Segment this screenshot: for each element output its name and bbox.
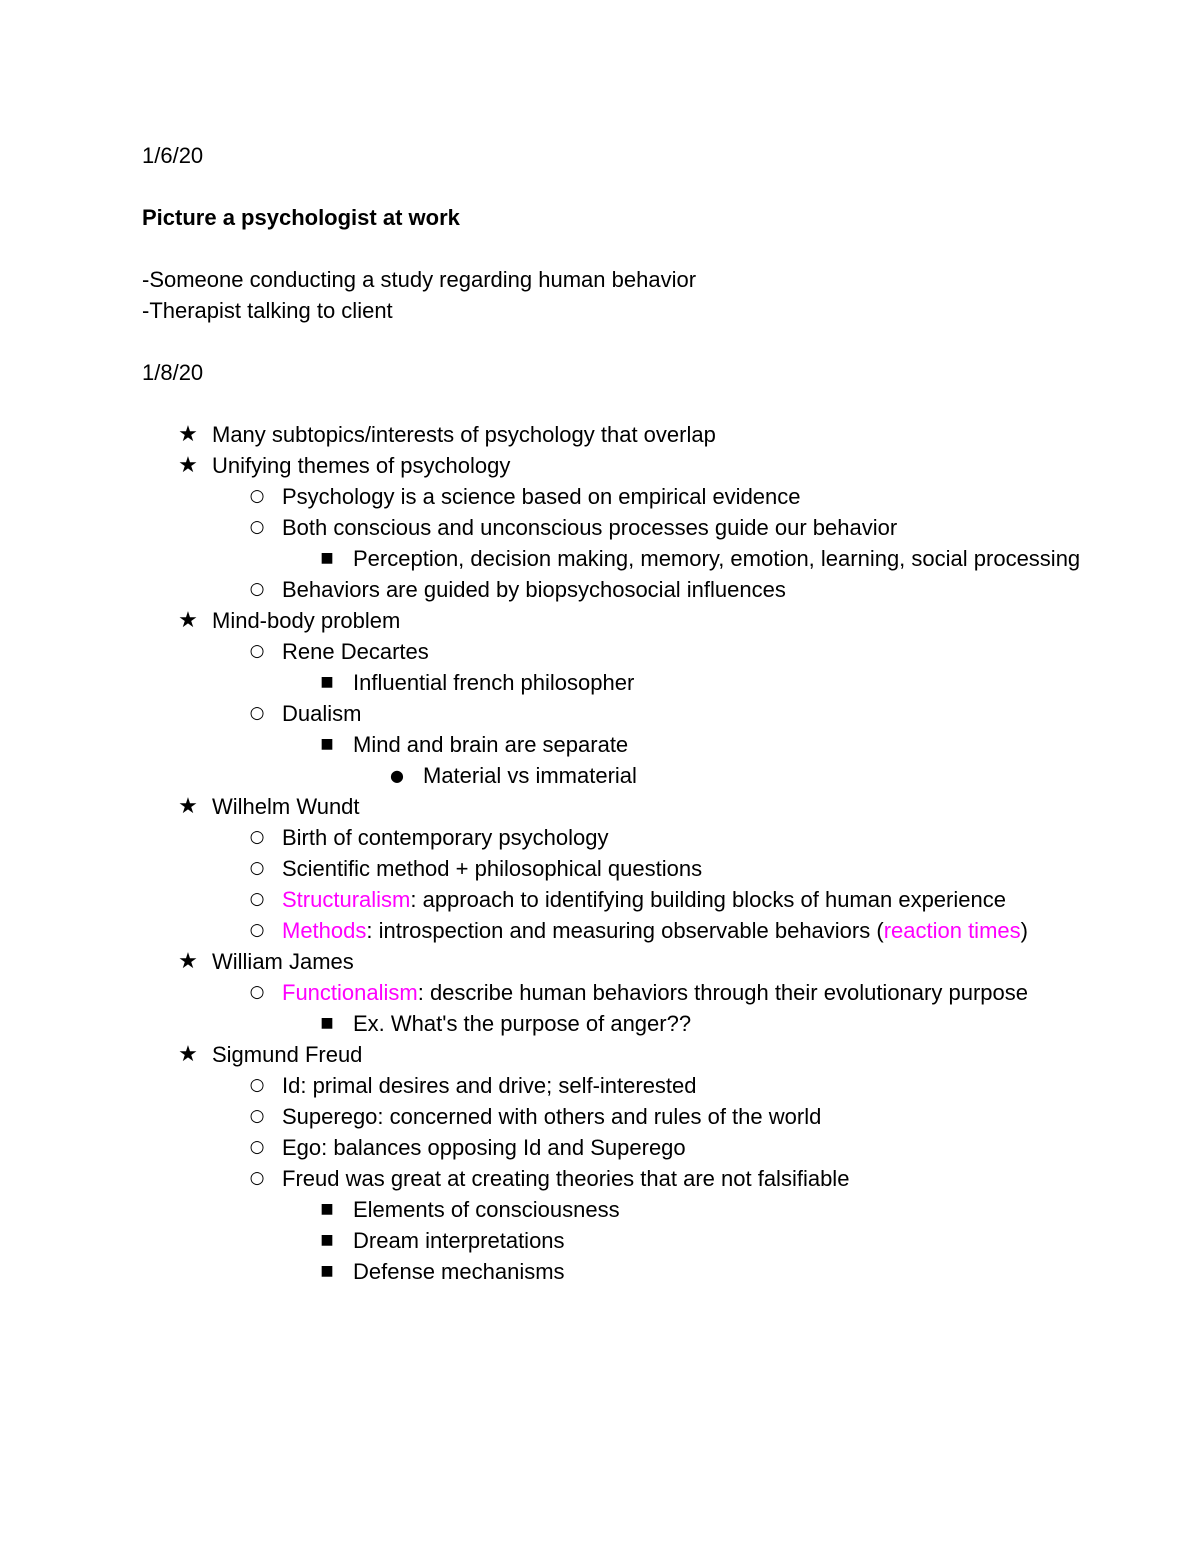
star-bullet-icon: ★ [178, 422, 198, 447]
square-bullet-icon: ■ [320, 1232, 334, 1248]
item-text: Ego: balances opposing Id and Superego [282, 1135, 686, 1160]
square-bullet-icon: ■ [320, 1201, 334, 1217]
circle-bullet-icon: ○ [249, 858, 265, 878]
item-text: Mind-body problem [212, 608, 401, 633]
list-item [142, 512, 1082, 543]
list-item [142, 1256, 1082, 1287]
list-item [142, 853, 1082, 884]
list-item [142, 1132, 1082, 1163]
list-item [142, 543, 1082, 574]
dot-bullet-icon: ● [390, 766, 404, 785]
circle-bullet-icon: ○ [249, 517, 265, 537]
list-item [142, 791, 1082, 822]
square-bullet-icon: ■ [320, 550, 334, 566]
list-item [142, 419, 1082, 450]
section-title: Picture a psychologist at work [142, 205, 460, 230]
square-bullet-icon: ■ [320, 736, 334, 752]
star-bullet-icon: ★ [178, 453, 198, 478]
date-heading-1: 1/6/20 [142, 143, 204, 168]
star-bullet-icon: ★ [178, 1042, 198, 1067]
star-bullet-icon: ★ [178, 794, 198, 819]
star-bullet-icon: ★ [178, 608, 198, 633]
list-item [142, 574, 1082, 605]
item-text: Wilhelm Wundt [212, 794, 360, 819]
item-text: Mind and brain are separate [353, 732, 629, 757]
list-item [142, 977, 1082, 1008]
list-item [142, 729, 1082, 760]
circle-bullet-icon: ○ [249, 889, 265, 909]
document-page [142, 140, 1082, 1287]
circle-bullet-icon: ○ [249, 641, 265, 661]
list-item [142, 1225, 1082, 1256]
item-text: Dualism [282, 701, 362, 726]
list-item [142, 1101, 1082, 1132]
notes-outline [142, 419, 1082, 1287]
list-item [142, 605, 1082, 636]
item-text: Birth of contemporary psychology [282, 825, 609, 850]
circle-bullet-icon: ○ [249, 1075, 265, 1095]
item-text: Scientific method + philosophical questions [282, 856, 703, 881]
spacer [142, 388, 1082, 419]
note-line: -Therapist talking to client [142, 298, 393, 323]
item-text: Material vs immaterial [423, 763, 637, 788]
highlighted-term: Methods [282, 918, 367, 943]
list-item [142, 667, 1082, 698]
square-bullet-icon: ■ [320, 1015, 334, 1031]
list-item [142, 1163, 1082, 1194]
circle-bullet-icon: ○ [249, 1106, 265, 1126]
list-item [142, 481, 1082, 512]
item-text: : introspection and measuring observable behaviors ( [366, 918, 884, 943]
list-item [142, 450, 1082, 481]
item-text: Perception, decision making, memory, emotion, learning, social processing [353, 546, 1081, 571]
circle-bullet-icon: ○ [249, 1137, 265, 1157]
list-item [142, 1070, 1082, 1101]
circle-bullet-icon: ○ [249, 486, 265, 506]
list-item [142, 946, 1082, 977]
circle-bullet-icon: ○ [249, 579, 265, 599]
item-text: Freud was great at creating theories that are not falsifiable [282, 1166, 850, 1191]
circle-bullet-icon: ○ [249, 982, 265, 1002]
item-text: ) [1020, 918, 1028, 943]
item-text: Both conscious and unconscious processes guide our behavior [282, 515, 898, 540]
list-item [142, 915, 1082, 946]
circle-bullet-icon: ○ [249, 827, 265, 847]
list-item [142, 698, 1082, 729]
highlighted-term: Structuralism [282, 887, 411, 912]
date-heading-2: 1/8/20 [142, 360, 204, 385]
list-item [142, 1008, 1082, 1039]
item-text: Influential french philosopher [353, 670, 635, 695]
circle-bullet-icon: ○ [249, 920, 265, 940]
item-text: : describe human behaviors through their evolutionary purpose [417, 980, 1028, 1005]
item-text: Behaviors are guided by biopsychosocial influences [282, 577, 786, 602]
circle-bullet-icon: ○ [249, 1168, 265, 1188]
item-text: Psychology is a science based on empirical evidence [282, 484, 801, 509]
highlighted-term: Functionalism [282, 980, 418, 1005]
list-item [142, 1039, 1082, 1070]
item-text: : approach to identifying building blocks of human experience [410, 887, 1006, 912]
highlighted-term: reaction times [883, 918, 1021, 943]
spacer [142, 171, 1082, 202]
item-text: Many subtopics/interests of psychology that overlap [212, 422, 716, 447]
list-item [142, 636, 1082, 667]
item-text: Elements of consciousness [353, 1197, 620, 1222]
item-text: Rene Decartes [282, 639, 429, 664]
square-bullet-icon: ■ [320, 674, 334, 690]
item-text: Superego: concerned with others and rules of the world [282, 1104, 822, 1129]
list-item [142, 822, 1082, 853]
star-bullet-icon: ★ [178, 949, 198, 974]
item-text: Dream interpretations [353, 1228, 565, 1253]
item-text: William James [212, 949, 354, 974]
list-item [142, 760, 1082, 791]
square-bullet-icon: ■ [320, 1263, 334, 1279]
note-line: -Someone conducting a study regarding human behavior [142, 267, 697, 292]
list-item [142, 884, 1082, 915]
item-text: Defense mechanisms [353, 1259, 565, 1284]
item-text: Id: primal desires and drive; self-interested [282, 1073, 697, 1098]
spacer [142, 326, 1082, 357]
circle-bullet-icon: ○ [249, 703, 265, 723]
item-text: Ex. What's the purpose of anger?? [353, 1011, 692, 1036]
item-text: Sigmund Freud [212, 1042, 363, 1067]
list-item [142, 1194, 1082, 1225]
item-text: Unifying themes of psychology [212, 453, 511, 478]
spacer [142, 233, 1082, 264]
